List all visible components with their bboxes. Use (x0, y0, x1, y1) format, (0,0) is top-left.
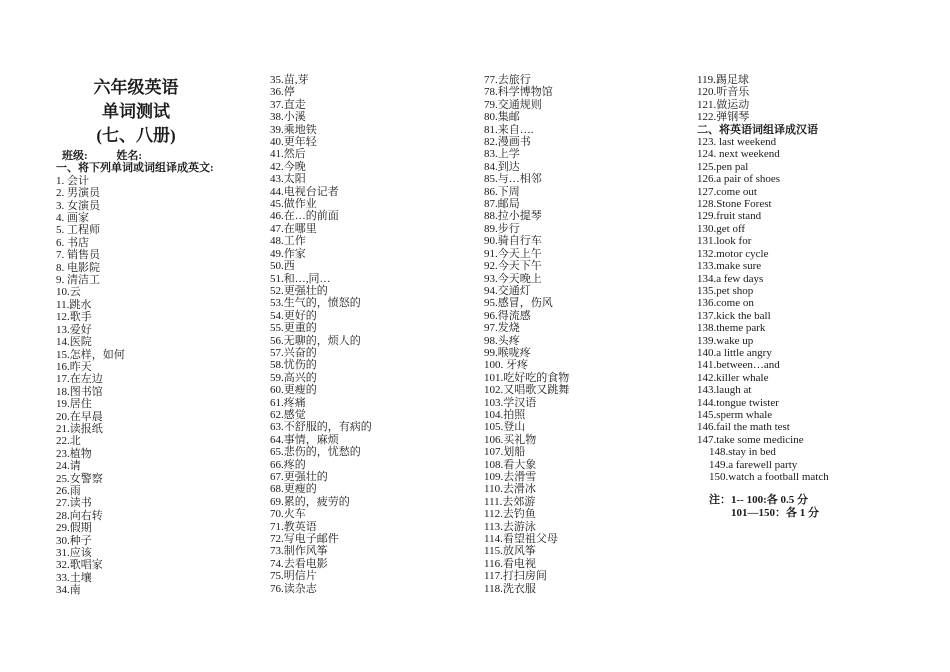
list-item: 87.邮局 (484, 198, 520, 211)
list-item: 117.打扫房间 (484, 570, 547, 583)
list-item: 71.教英语 (270, 520, 317, 533)
list-item: 63.不舒服的，有病的 (270, 421, 372, 434)
list-item: 111.去郊游 (484, 495, 536, 508)
list-item: 141.between…and (697, 359, 780, 372)
list-item: 62.感觉 (270, 408, 306, 421)
list-item: 112.去钓鱼 (484, 508, 536, 521)
list-item: 29.假期 (56, 522, 92, 535)
list-item: 131.look for (697, 235, 752, 248)
list-item: 47.在哪里 (270, 222, 317, 235)
list-item: 144.tongue twister (697, 396, 779, 409)
list-item: 20.在早晨 (56, 410, 103, 423)
list-item: 10.云 (56, 286, 81, 299)
list-item: 78.科学博物馆 (484, 86, 553, 99)
list-item: 142.killer whale (697, 371, 769, 384)
list-item: 127.come out (697, 185, 757, 198)
list-item: 114.看望祖父母 (484, 533, 558, 546)
list-item: 97.发烧 (484, 322, 520, 335)
list-item: 59.高兴的 (270, 371, 317, 384)
list-item: 57.兴奋的 (270, 346, 317, 359)
list-item: 119.踢足球 (697, 74, 749, 86)
class-label: 班级: (62, 150, 88, 162)
list-item: 33.土壤 (56, 571, 92, 584)
list-item: 50.西 (270, 260, 295, 273)
section-1-heading: 一、将下列单词或词组译成英文: (56, 162, 214, 175)
list-item: 8. 电影院 (56, 261, 100, 274)
list-item: 115.放风筝 (484, 545, 536, 558)
list-item: 17.在左边 (56, 373, 103, 386)
list-item: 140.a little angry (697, 346, 772, 359)
list-item: 60.更瘦的 (270, 384, 317, 397)
list-item: 150.watch a football match (709, 471, 829, 483)
list-item: 13.爱好 (56, 323, 92, 336)
list-item: 128.Stone Forest (697, 198, 772, 211)
list-item: 90.骑自行车 (484, 235, 542, 248)
list-item: 108.看大象 (484, 458, 537, 471)
list-item: 26.雨 (56, 484, 81, 497)
list-item: 149.a farewell party (709, 458, 798, 471)
list-item: 30.种子 (56, 534, 92, 547)
list-item: 83.上学 (484, 148, 520, 161)
list-item: 103.学汉语 (484, 396, 537, 409)
list-item: 106.买礼物 (484, 433, 537, 446)
list-item: 19.居住 (56, 398, 92, 411)
title-grade: 六年级英语 (93, 78, 179, 97)
list-item: 45.做作业 (270, 198, 317, 211)
list-item: 52.更强壮的 (270, 284, 328, 297)
list-item: 82.漫画书 (484, 136, 531, 149)
list-item: 67.更强壮的 (270, 471, 328, 483)
list-item: 27.读书 (56, 497, 92, 510)
list-item: 16.昨天 (56, 360, 92, 373)
list-item: 46.在…的前面 (270, 210, 339, 223)
word-list-2 (270, 74, 470, 595)
list-item: 77.去旅行 (484, 74, 531, 86)
list-item: 22.北 (56, 435, 81, 448)
list-item: 34.南 (56, 584, 81, 597)
list-item: 1. 会计 (56, 174, 89, 187)
list-item: 15.怎样，如何 (56, 348, 125, 361)
list-item: 65.悲伤的，忧愁的 (270, 446, 361, 459)
list-item: 116.看电视 (484, 557, 536, 570)
list-item: 25.女警察 (56, 472, 103, 485)
name-label: 姓名: (116, 150, 143, 162)
list-item: 70.火车 (270, 508, 306, 521)
list-item: 54.更好的 (270, 309, 317, 322)
list-item: 92.今天下午 (484, 260, 542, 273)
list-item: 43.太阳 (270, 173, 306, 186)
list-item: 118.洗衣服 (484, 582, 536, 595)
list-item: 120.听音乐 (697, 86, 750, 99)
list-item: 21.读报纸 (56, 422, 103, 435)
list-item: 42.今晚 (270, 160, 306, 173)
list-item: 35.苗,芽 (270, 74, 309, 86)
list-item: 122.弹钢琴 (697, 111, 750, 124)
word-list-4-top (697, 74, 937, 124)
list-item: 137.kick the ball (697, 309, 771, 322)
list-item: 2. 男演员 (56, 187, 100, 200)
list-item: 68.更瘦的 (270, 483, 317, 496)
list-item: 143.laugh at (697, 384, 752, 397)
list-item: 104.拍照 (484, 408, 526, 421)
list-item: 48.工作 (270, 235, 306, 248)
list-item: 58.忧伤的 (270, 359, 317, 372)
list-item: 51.和…,同… (270, 272, 331, 285)
score-note-line-2: 101—150：各 1 分 (731, 506, 819, 519)
list-item: 7. 销售员 (56, 249, 100, 262)
list-item: 132.motor cycle (697, 247, 769, 260)
list-item: 72.写电子邮件 (270, 533, 339, 546)
list-item: 79.交通规则 (484, 98, 542, 111)
list-item: 64.事情，麻烦 (270, 433, 339, 446)
list-item: 124. next weekend (697, 148, 780, 161)
list-item: 135.pet shop (697, 284, 754, 297)
list-item: 5. 工程师 (56, 224, 100, 237)
class-name-line (56, 150, 256, 162)
list-item: 73.制作风筝 (270, 545, 328, 558)
list-item: 9. 清洁工 (56, 274, 100, 287)
list-item: 66.疼的 (270, 458, 306, 471)
list-item: 109.去滑雪 (484, 471, 537, 483)
list-item: 89.步行 (484, 222, 520, 235)
list-item: 146.fail the math test (697, 421, 790, 434)
list-item: 11.跳水 (56, 298, 92, 311)
column-1 (56, 74, 256, 597)
list-item: 136.come on (697, 297, 754, 310)
list-item: 91.今天上午 (484, 247, 542, 260)
list-item: 24.请 (56, 460, 81, 473)
list-item: 101.吃好吃的食物 (484, 371, 570, 384)
list-item: 55.更重的 (270, 322, 317, 335)
list-item: 12.歌手 (56, 311, 92, 324)
list-item: 39.乘地铁 (270, 123, 317, 136)
list-item: 76.读杂志 (270, 582, 317, 595)
list-item: 80.集邮 (484, 111, 520, 124)
list-item: 49.作家 (270, 247, 306, 260)
column-3 (484, 74, 684, 595)
list-item: 105.登山 (484, 421, 526, 434)
list-item: 138.theme park (697, 322, 766, 335)
list-item: 95.感冒，伤风 (484, 297, 553, 310)
list-item: 96.得流感 (484, 309, 531, 322)
list-item: 32.歌唱家 (56, 559, 103, 572)
word-list-1 (56, 175, 256, 597)
list-item: 139.wake up (697, 334, 754, 347)
list-item: 40.更年轻 (270, 136, 317, 149)
list-item: 123. last weekend (697, 136, 777, 149)
list-item: 99.喉咙疼 (484, 346, 531, 359)
list-item: 44.电视台记者 (270, 185, 339, 198)
list-item: 18.图书馆 (56, 385, 103, 398)
list-item: 36.停 (270, 86, 295, 99)
list-item: 31.应该 (56, 547, 92, 559)
list-item: 94.交通灯 (484, 284, 531, 297)
list-item: 61.疼痛 (270, 396, 306, 409)
list-item: 14.医院 (56, 336, 92, 349)
phrase-list (697, 136, 937, 446)
phrase-list-indented (697, 446, 937, 483)
list-item: 75.明信片 (270, 570, 317, 583)
list-item: 37.直走 (270, 98, 306, 111)
word-list-3 (484, 74, 684, 595)
section-2-heading: 二、将英语词组译成汉语 (697, 123, 818, 136)
list-item: 126.a pair of shoes (697, 173, 781, 186)
title-volumes: (七、八册) (96, 126, 176, 145)
list-item: 74.去看电影 (270, 557, 328, 570)
list-item: 102.又唱歌又跳舞 (484, 384, 570, 397)
list-item: 129.fruit stand (697, 210, 762, 223)
list-item: 85.与…相邻 (484, 173, 542, 186)
list-item: 93.今天晚上 (484, 272, 542, 285)
list-item: 6. 书店 (56, 236, 89, 249)
list-item: 81.来自…. (484, 123, 534, 136)
list-item: 125.pen pal (697, 160, 749, 173)
list-item: 147.take some medicine (697, 433, 804, 446)
list-item: 38.小溪 (270, 111, 306, 124)
list-item: 56.无聊的，烦人的 (270, 334, 361, 347)
list-item: 134.a few days (697, 272, 764, 285)
list-item: 100. 牙疼 (484, 359, 528, 372)
list-item: 110.去滑冰 (484, 483, 536, 496)
list-item: 130.get off (697, 222, 746, 235)
list-item: 121.做运动 (697, 98, 750, 111)
list-item: 3. 女演员 (56, 199, 100, 212)
list-item: 28.向右转 (56, 509, 103, 522)
list-item: 53.生气的，愤怒的 (270, 297, 361, 310)
list-item: 41.然后 (270, 148, 306, 161)
list-item: 69.累的，疲劳的 (270, 495, 350, 508)
list-item: 133.make sure (697, 260, 762, 273)
column-2 (270, 74, 470, 595)
list-item: 86.下周 (484, 185, 520, 198)
list-item: 84.到达 (484, 160, 520, 173)
list-item: 107.划船 (484, 446, 526, 459)
list-item: 98.头疼 (484, 334, 520, 347)
column-4 (697, 74, 937, 519)
list-item: 4. 画家 (56, 212, 89, 225)
list-item: 23.植物 (56, 447, 92, 460)
title-test: 单词测试 (102, 102, 170, 121)
list-item: 113.去游泳 (484, 520, 536, 533)
list-item: 148.stay in bed (709, 446, 776, 459)
score-note-line-1: 注：1-- 100:各 0.5 分 (709, 494, 808, 507)
list-item: 88.拉小提琴 (484, 210, 542, 223)
list-item: 145.sperm whale (697, 408, 773, 421)
